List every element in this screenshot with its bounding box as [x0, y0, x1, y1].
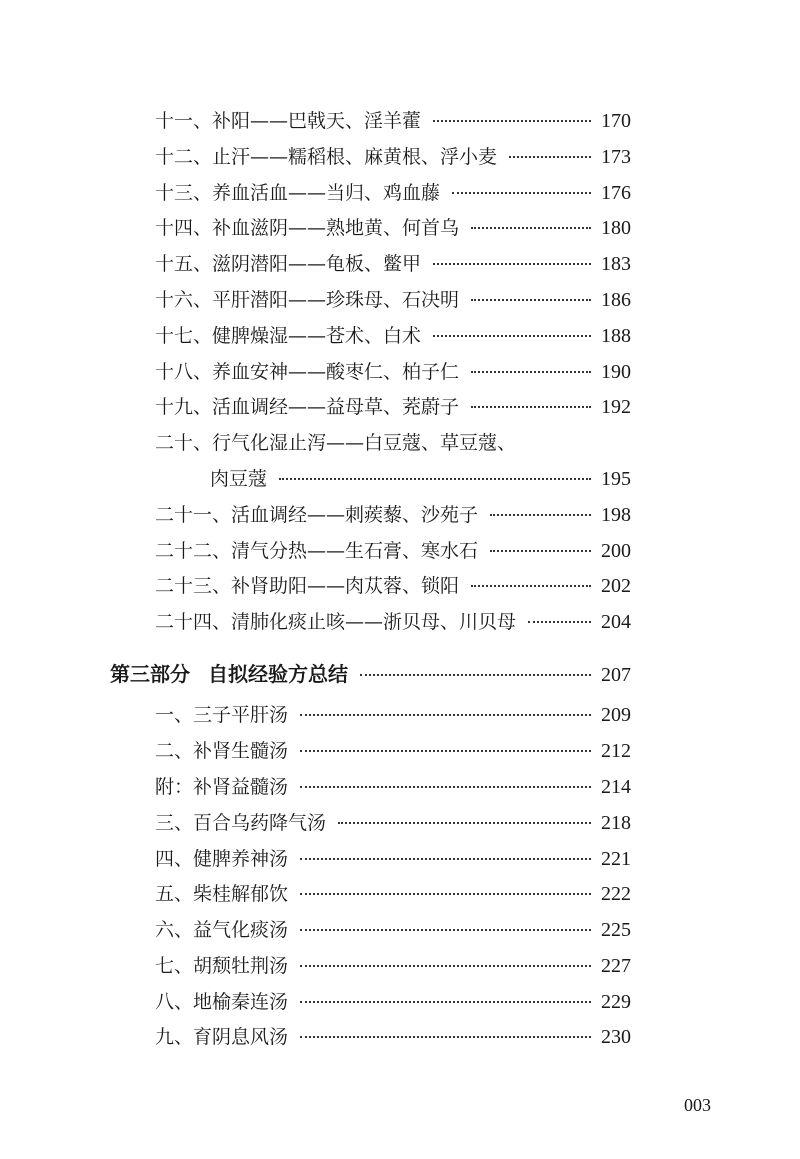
toc-entry[interactable]: [155, 881, 631, 907]
toc-entry-page: 222: [601, 883, 631, 905]
toc-entry-title: 十五、滋阴潜阳——龟板、鳖甲: [155, 253, 422, 275]
dot-leader: [490, 550, 591, 552]
toc-entry-title: 三、百合乌药降气汤: [155, 812, 327, 834]
toc-entry-title: 一、三子平肝汤: [155, 704, 289, 726]
toc-entry-title: 十九、活血调经——益母草、茺蔚子: [155, 396, 460, 418]
toc-entry[interactable]: [155, 144, 631, 170]
toc-entry[interactable]: [155, 917, 631, 943]
toc-entry-title: 附：补肾益髓汤: [155, 776, 289, 798]
toc-entry[interactable]: [155, 953, 631, 979]
dot-leader: [300, 1001, 591, 1003]
toc-part-page: 207: [601, 664, 631, 686]
dot-leader: [300, 714, 591, 716]
toc-entry-page: 173: [601, 146, 631, 168]
toc-entry-page: 180: [601, 217, 631, 239]
part-label: 第三部分: [110, 662, 190, 686]
part-title: 自拟经验方总结: [208, 662, 348, 686]
toc-entry[interactable]: [155, 1024, 631, 1050]
toc-entry-title: 二十二、清气分热——生石膏、寒水石: [155, 540, 479, 562]
dot-leader: [452, 192, 591, 194]
toc-entry-page: 221: [601, 848, 631, 870]
toc-entry-title: 十八、养血安神——酸枣仁、柏子仁: [155, 361, 460, 383]
toc-entry-page: 186: [601, 289, 631, 311]
toc-entry-title: 二十三、补肾助阳——肉苁蓉、锁阳: [155, 575, 460, 597]
page-folio-number: 003: [684, 1095, 711, 1115]
toc-entry-page: 200: [601, 540, 631, 562]
dot-leader: [471, 299, 591, 301]
toc-part-heading[interactable]: [110, 661, 631, 688]
dot-leader: [471, 406, 591, 408]
toc-entry-title: 肉豆蔻: [210, 468, 268, 490]
toc-entry-title: 十七、健脾燥湿——苍术、白术: [155, 325, 422, 347]
toc-entry[interactable]: [155, 430, 631, 456]
toc-entry[interactable]: [155, 846, 631, 872]
dot-leader: [433, 263, 591, 265]
toc-entry-title: 十六、平肝潜阳——珍珠母、石决明: [155, 289, 460, 311]
dot-leader: [528, 621, 591, 623]
toc-entry[interactable]: [155, 323, 631, 349]
toc-entry[interactable]: [155, 774, 631, 800]
dot-leader: [300, 858, 591, 860]
dot-leader: [471, 371, 591, 373]
toc-entry-page: 204: [601, 611, 631, 633]
toc-entry[interactable]: [155, 394, 631, 420]
toc-entry[interactable]: [155, 287, 631, 313]
toc-entry[interactable]: [155, 702, 631, 728]
dot-leader: [509, 156, 591, 158]
toc-entry[interactable]: [155, 738, 631, 764]
toc-entry-title: 八、地榆秦连汤: [155, 991, 289, 1013]
dot-leader: [300, 929, 591, 931]
toc-entry-page: 229: [601, 991, 631, 1013]
toc-entry-title: 二十、行气化湿止泻——白豆蔻、草豆蔻、: [155, 432, 517, 454]
dot-leader: [433, 335, 591, 337]
part-heading-text: [110, 661, 348, 687]
dot-leader: [338, 822, 591, 824]
dot-leader: [300, 786, 591, 788]
toc-entry-page: 170: [601, 110, 631, 132]
toc-entry[interactable]: [155, 251, 631, 277]
toc-entry[interactable]: [155, 359, 631, 385]
toc-entry-page: 212: [601, 740, 631, 762]
toc-entry-page: 195: [601, 468, 631, 490]
toc-entry-title: 七、胡颓牡荆汤: [155, 955, 289, 977]
toc-entry-title: 十四、补血滋阴——熟地黄、何首乌: [155, 217, 460, 239]
toc-entry[interactable]: [155, 215, 631, 241]
toc-entry-title: 四、健脾养神汤: [155, 848, 289, 870]
dot-leader: [490, 514, 591, 516]
dot-leader: [471, 227, 591, 229]
dot-leader: [300, 1036, 591, 1038]
toc-entry-page: 190: [601, 361, 631, 383]
toc-entry-title: 五、柴桂解郁饮: [155, 883, 289, 905]
toc-entry-title: 十三、养血活血——当归、鸡血藤: [155, 182, 441, 204]
toc-entry-page: 198: [601, 504, 631, 526]
toc-entry-title: 六、益气化痰汤: [155, 919, 289, 941]
dot-leader: [300, 965, 591, 967]
toc-entry-page: 188: [601, 325, 631, 347]
toc-entry-page: 214: [601, 776, 631, 798]
toc-entry[interactable]: [155, 180, 631, 206]
toc-entry[interactable]: [155, 108, 631, 134]
toc-entry-page: 202: [601, 575, 631, 597]
toc-entry-continuation[interactable]: [210, 466, 631, 492]
dot-leader: [300, 750, 591, 752]
toc-entry-page: 209: [601, 704, 631, 726]
toc-entry[interactable]: [155, 989, 631, 1015]
toc-entry-title: 十一、补阳——巴戟天、淫羊藿: [155, 110, 422, 132]
toc-entry-title: 九、育阴息风汤: [155, 1026, 289, 1048]
toc-entry[interactable]: [155, 810, 631, 836]
toc-entry-page: 176: [601, 182, 631, 204]
toc-entry-page: 230: [601, 1026, 631, 1048]
toc-entry-page: 183: [601, 253, 631, 275]
toc-entry-page: 225: [601, 919, 631, 941]
toc-entry-title: 二十四、清肺化痰止咳——浙贝母、川贝母: [155, 611, 517, 633]
toc-entry[interactable]: [155, 538, 631, 564]
toc-entry-title: 十二、止汗——糯稻根、麻黄根、浮小麦: [155, 146, 498, 168]
toc-entry-page: 227: [601, 955, 631, 977]
dot-leader: [433, 120, 591, 122]
dot-leader: [279, 478, 591, 480]
toc-entry-title: 二、补肾生髓汤: [155, 740, 289, 762]
dot-leader: [300, 893, 591, 895]
toc-entry[interactable]: [155, 609, 631, 635]
toc-entry[interactable]: [155, 573, 631, 599]
toc-entry-title: 二十一、活血调经——刺蒺藜、沙苑子: [155, 504, 479, 526]
toc-entry-page: 218: [601, 812, 631, 834]
dot-leader: [471, 585, 591, 587]
dot-leader: [360, 674, 591, 676]
toc-entry[interactable]: [155, 502, 631, 528]
toc-entry-page: 192: [601, 396, 631, 418]
